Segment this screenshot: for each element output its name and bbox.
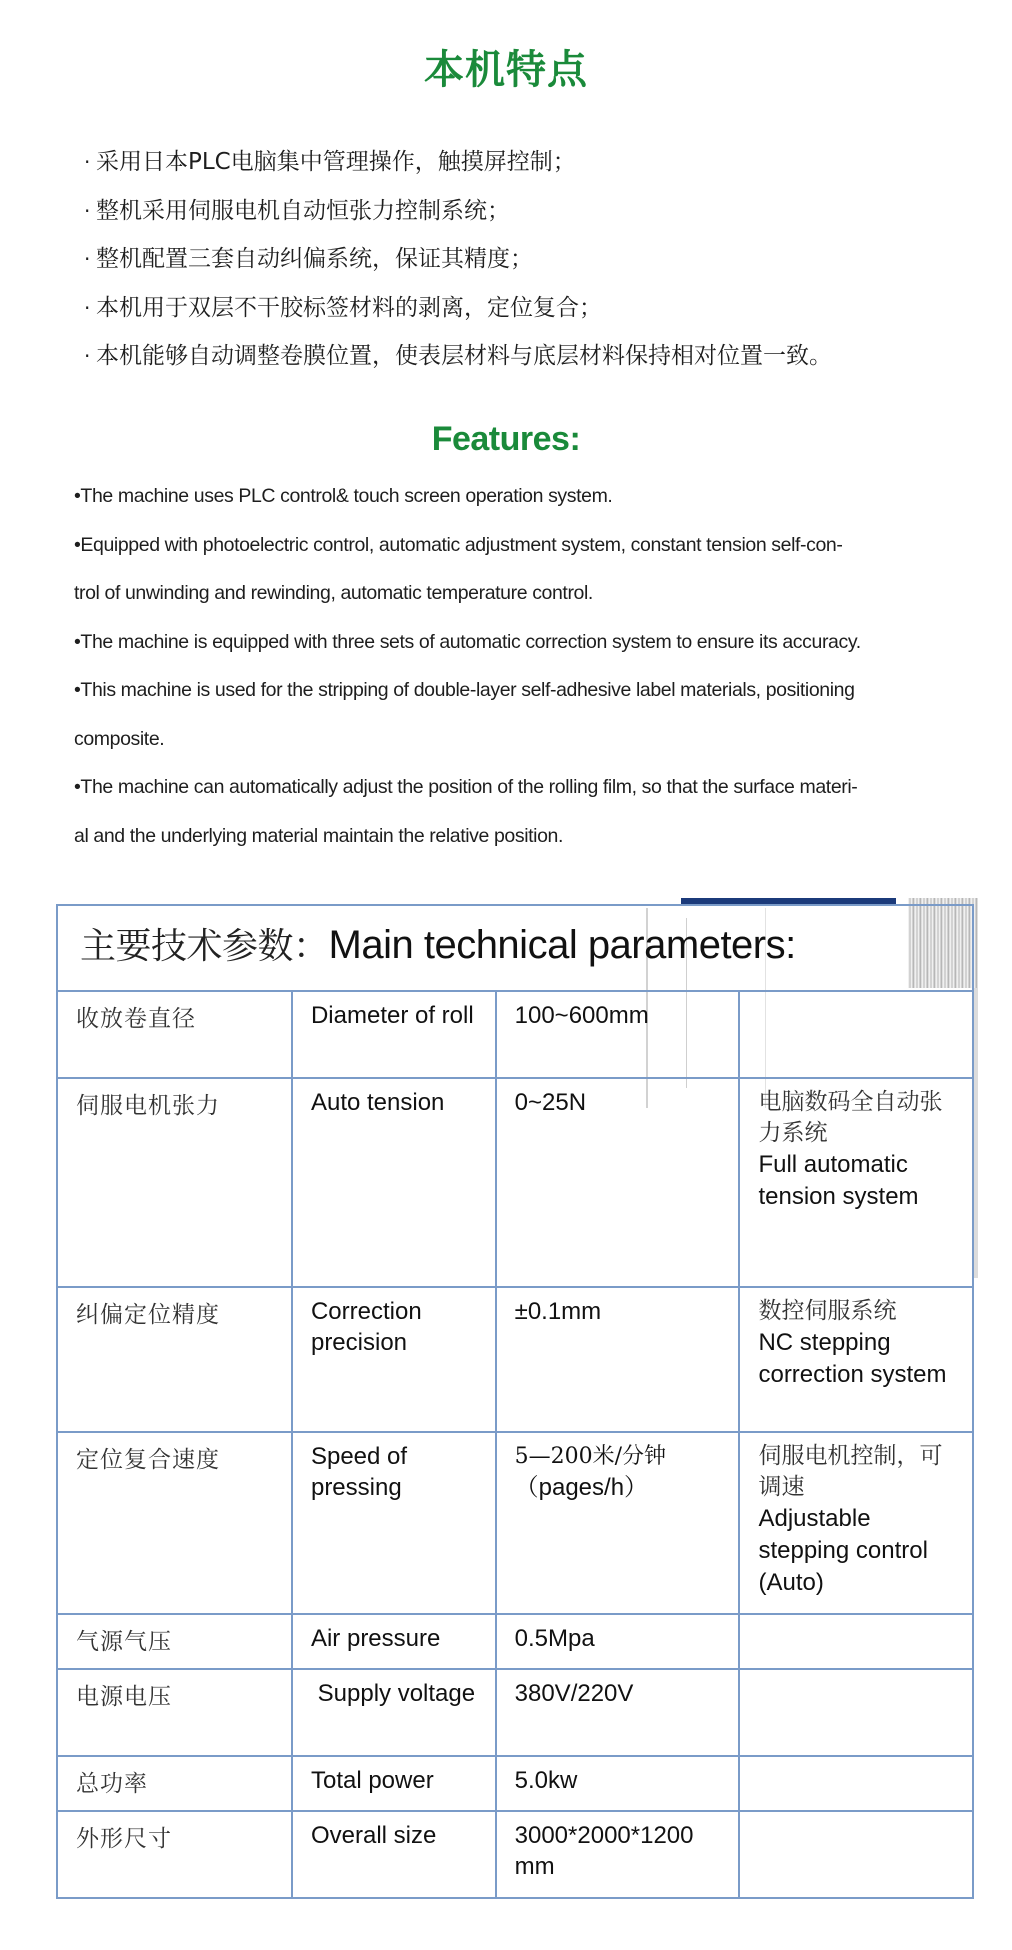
features-cn-title: 本机特点 [424,47,588,93]
table-row: 收放卷直径 Diameter of roll 100~600mm [57,991,973,1078]
table-row: 定位复合速度 Speed of pressing 5—200米/分钟 （pages/h） 伺服电机控制，可调速 Adjustable stepping control (Auto) [57,1432,973,1614]
features-en-line: composite. [74,727,165,750]
table-header-row [57,905,973,991]
features-en-line: al and the underlying material maintain the relative position. [74,824,563,847]
bullet-icon: · [84,198,91,223]
features-cn-item: · 本机用于双层不干胶标签材料的剥离，定位复合； [84,284,964,333]
bullet-icon: · [84,295,91,320]
table-row: 电源电压 Supply voltage 380V/220V [57,1669,973,1756]
features-cn-item: · 采用日本PLC电脑集中管理操作，触摸屏控制； [84,138,964,187]
features-en-line: •The machine can automatically adjust the position of the rolling film, so that the surface materi- [74,776,858,798]
table-row: 纠偏定位精度 Correction precision ±0.1mm 数控伺服系统 NC stepping correction system [57,1287,973,1432]
features-cn-item: · 整机采用伺服电机自动恒张力控制系统； [84,187,964,236]
table-row: 伺服电机张力 Auto tension 0~25N 电脑数码全自动张力系统 Full automatic tension system [57,1078,973,1287]
features-en-line: •Equipped with photoelectric control, automatic adjustment system, constant tension self-con- [74,533,843,556]
bullet-icon: · [84,150,91,174]
bullet-icon: · [84,247,91,271]
features-en-line: •This machine is used for the stripping of double-layer self-adhesive label materials, positioning [74,679,855,701]
technical-parameters-section [56,900,976,1900]
features-en-title: Features: [431,420,581,458]
parameters-table [56,904,974,1899]
features-cn-item: · 本机能够自动调整卷膜位置，使表层材料与底层材料保持相对位置一致。 [84,332,964,381]
features-en-list [74,472,954,860]
table-row: 总功率 Total power 5.0kw [57,1756,973,1811]
features-cn-item: · 整机配置三套自动纠偏系统，保证其精度； [84,235,964,284]
table-row: 外形尺寸 Overall size 3000*2000*1200 mm [57,1811,973,1898]
features-en-line: •The machine uses PLC control& touch screen operation system. [74,485,613,507]
bullet-icon: · [84,344,91,368]
table-row: 气源气压 Air pressure 0.5Mpa [57,1614,973,1669]
photo-edge [974,988,978,1278]
table-title: 主要技术参数：Main technical parameters: [57,905,973,991]
features-cn-list [84,138,964,381]
features-en-line: •The machine is equipped with three sets of automatic correction system to ensure its accuracy. [74,630,861,653]
features-en-line: trol of unwinding and rewinding, automatic temperature control. [74,582,593,604]
